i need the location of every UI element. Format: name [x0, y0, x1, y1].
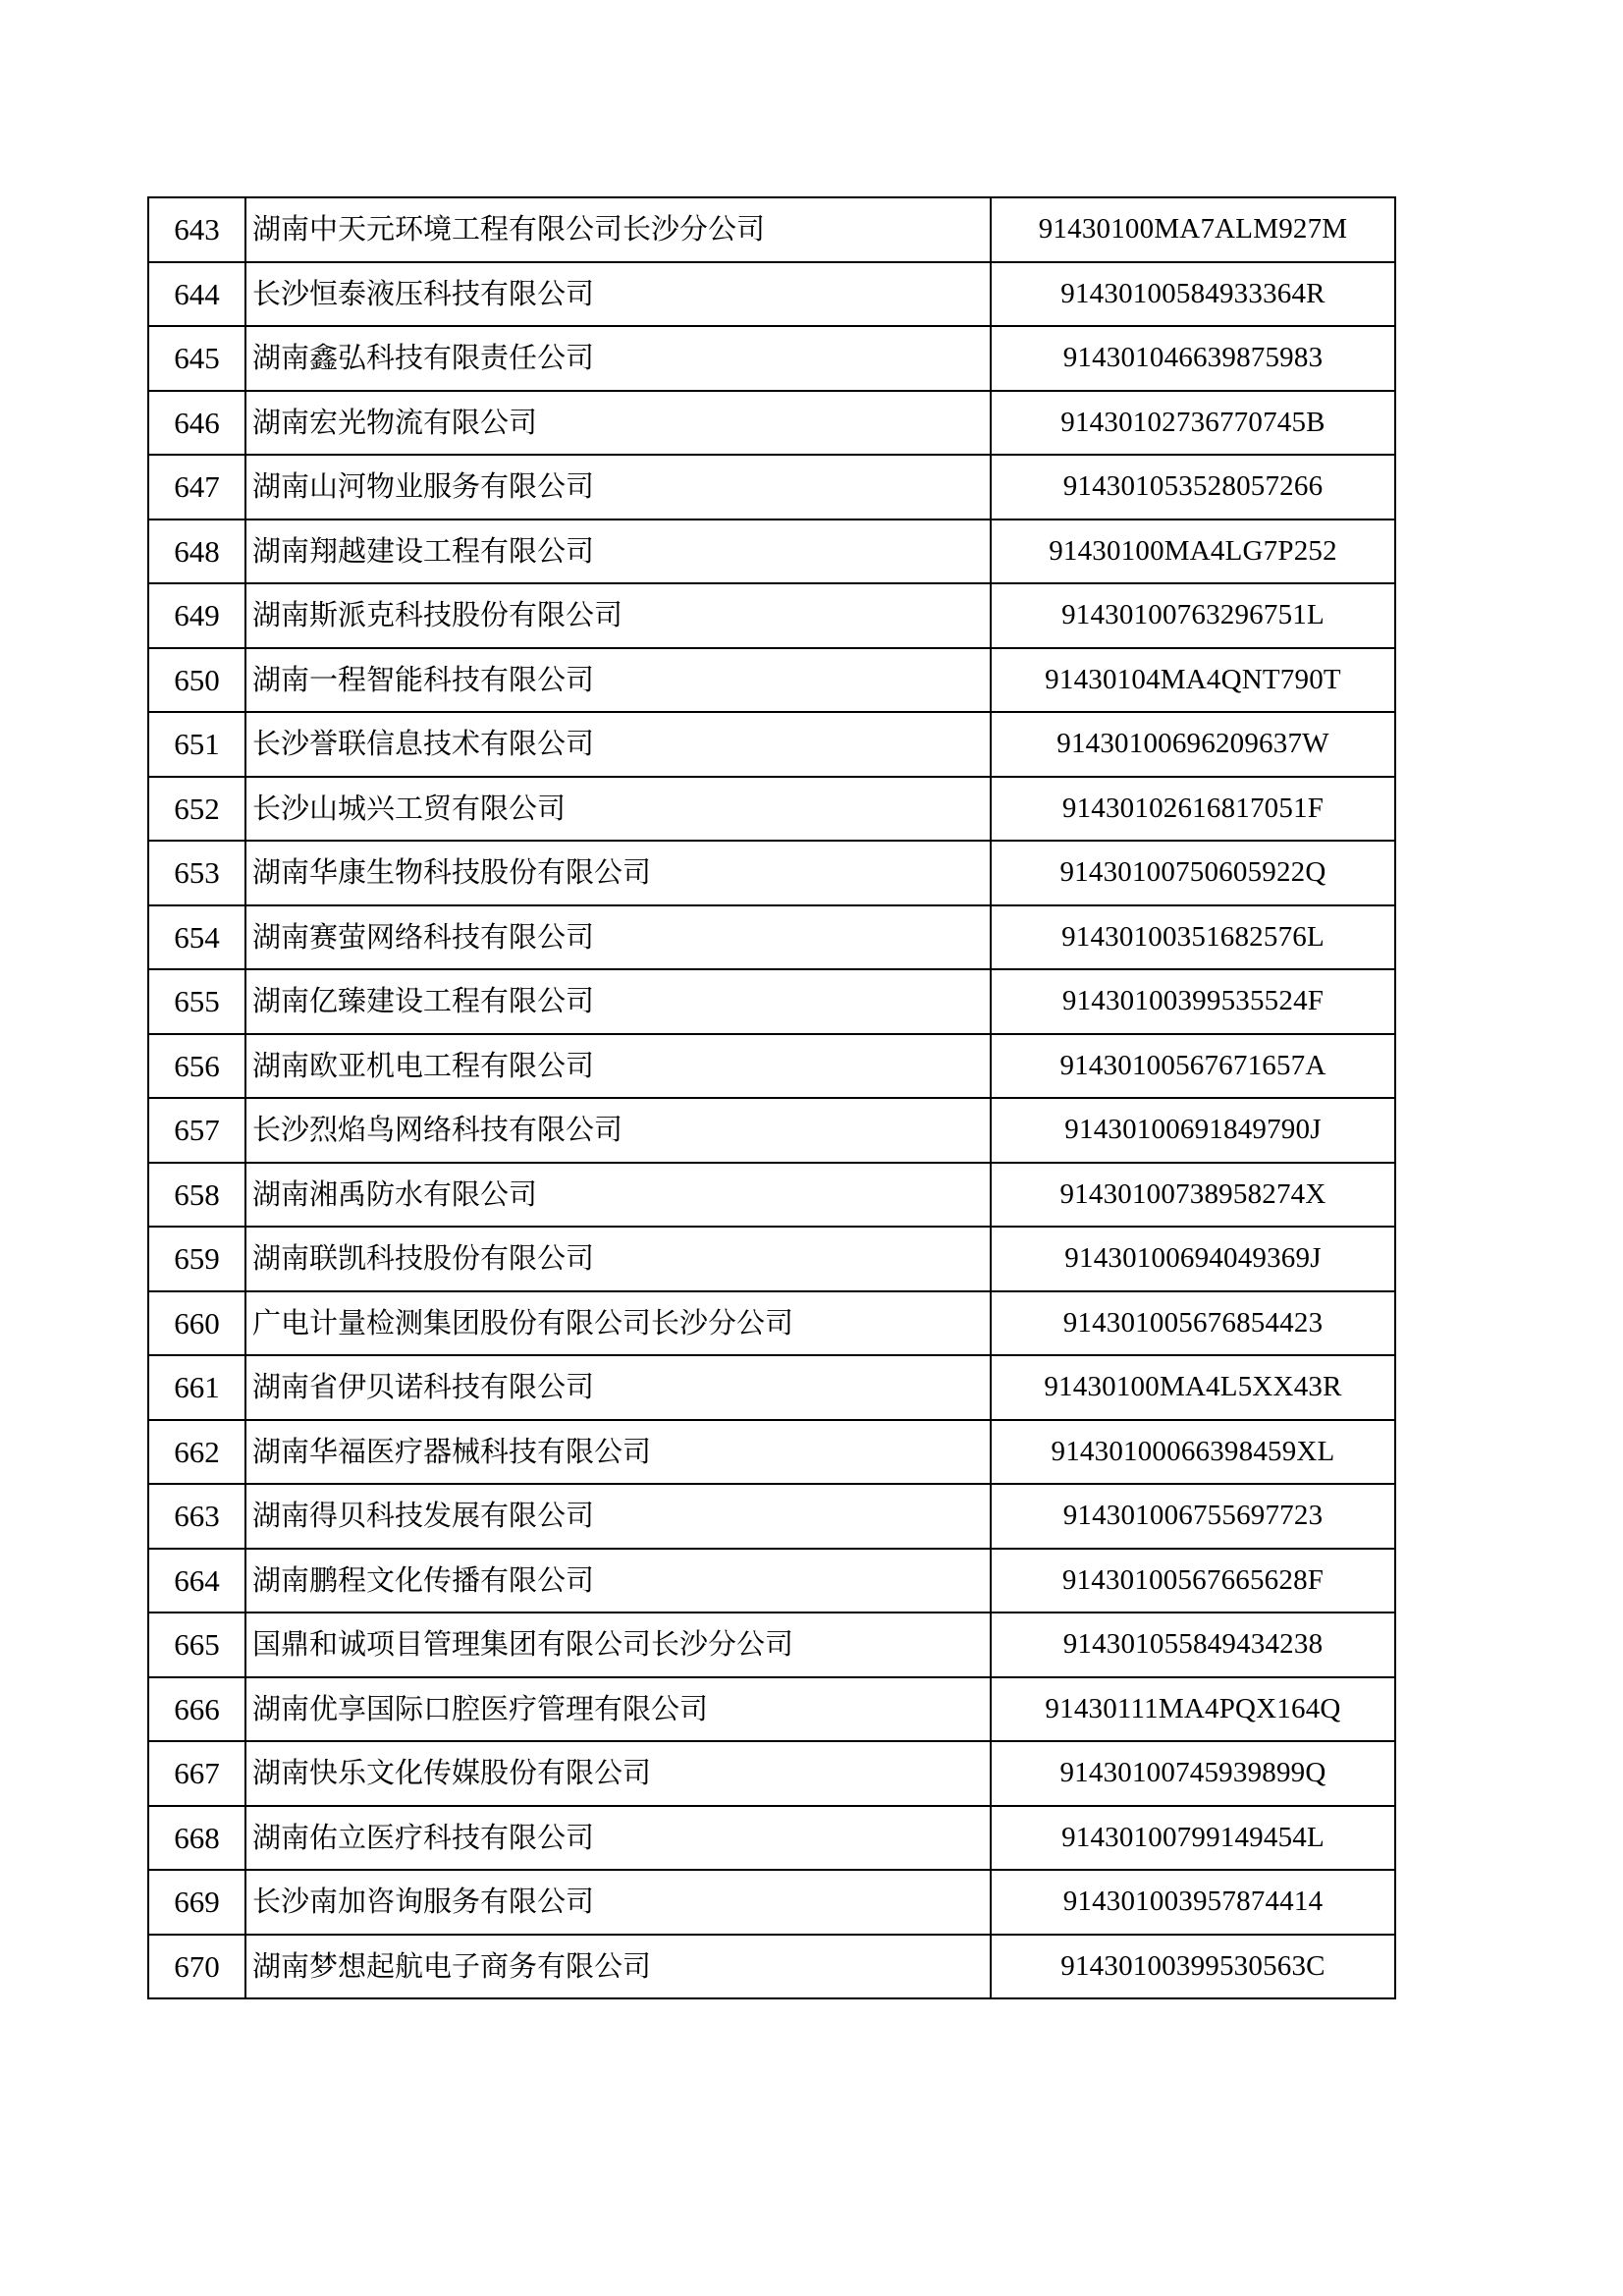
company-name: 湖南中天元环境工程有限公司长沙分公司	[245, 197, 991, 262]
table-row	[148, 841, 1395, 905]
company-name: 湖南斯派克科技股份有限公司	[245, 583, 991, 648]
table-row	[148, 1549, 1395, 1613]
credit-code: 91430102616817051F	[991, 777, 1395, 842]
row-number: 660	[148, 1291, 245, 1356]
credit-code: 91430100799149454L	[991, 1806, 1395, 1871]
row-number: 645	[148, 326, 245, 391]
company-name: 湖南鹏程文化传播有限公司	[245, 1549, 991, 1613]
credit-code: 914301046639875983	[991, 326, 1395, 391]
table-row	[148, 905, 1395, 970]
company-name: 湖南华福医疗器械科技有限公司	[245, 1420, 991, 1485]
company-name: 国鼎和诚项目管理集团有限公司长沙分公司	[245, 1613, 991, 1677]
table-row	[148, 1420, 1395, 1485]
company-name: 湖南亿臻建设工程有限公司	[245, 969, 991, 1034]
company-name: 湖南快乐文化传媒股份有限公司	[245, 1741, 991, 1806]
company-name: 湖南得贝科技发展有限公司	[245, 1484, 991, 1549]
company-name: 湖南鑫弘科技有限责任公司	[245, 326, 991, 391]
company-table-body	[148, 197, 1395, 1998]
credit-code: 91430100696209637W	[991, 712, 1395, 777]
company-name: 湖南联凯科技股份有限公司	[245, 1227, 991, 1291]
company-name: 湖南欧亚机电工程有限公司	[245, 1034, 991, 1099]
row-number: 657	[148, 1098, 245, 1163]
company-name: 湖南赛萤网络科技有限公司	[245, 905, 991, 970]
company-name: 长沙山城兴工贸有限公司	[245, 777, 991, 842]
table-row	[148, 391, 1395, 456]
row-number: 658	[148, 1163, 245, 1228]
credit-code: 91430100763296751L	[991, 583, 1395, 648]
company-name: 湖南佑立医疗科技有限公司	[245, 1806, 991, 1871]
row-number: 663	[148, 1484, 245, 1549]
row-number: 650	[148, 648, 245, 713]
row-number: 649	[148, 583, 245, 648]
table-row	[148, 648, 1395, 713]
company-table	[147, 196, 1396, 1999]
table-row	[148, 1613, 1395, 1677]
company-name: 长沙恒泰液压科技有限公司	[245, 262, 991, 327]
row-number: 648	[148, 519, 245, 584]
credit-code: 914301005676854423	[991, 1291, 1395, 1356]
company-name: 湖南省伊贝诺科技有限公司	[245, 1355, 991, 1420]
row-number: 656	[148, 1034, 245, 1099]
row-number: 654	[148, 905, 245, 970]
credit-code: 91430100MA4LG7P252	[991, 519, 1395, 584]
credit-code: 91430111MA4PQX164Q	[991, 1677, 1395, 1742]
credit-code: 914301003957874414	[991, 1870, 1395, 1935]
table-row	[148, 455, 1395, 519]
table-row	[148, 1935, 1395, 1999]
table-row	[148, 326, 1395, 391]
company-name: 湖南湘禹防水有限公司	[245, 1163, 991, 1228]
company-name: 湖南梦想起航电子商务有限公司	[245, 1935, 991, 1999]
company-name: 湖南华康生物科技股份有限公司	[245, 841, 991, 905]
table-row	[148, 1741, 1395, 1806]
row-number: 652	[148, 777, 245, 842]
table-row	[148, 262, 1395, 327]
table-row	[148, 1034, 1395, 1099]
company-name: 长沙南加咨询服务有限公司	[245, 1870, 991, 1935]
credit-code: 91430100MA4L5XX43R	[991, 1355, 1395, 1420]
row-number: 662	[148, 1420, 245, 1485]
row-number: 668	[148, 1806, 245, 1871]
row-number: 664	[148, 1549, 245, 1613]
credit-code: 9143010273677074​5B	[991, 391, 1395, 456]
row-number: 651	[148, 712, 245, 777]
row-number: 646	[148, 391, 245, 456]
table-row	[148, 1870, 1395, 1935]
credit-code: 91430100738958274X	[991, 1163, 1395, 1228]
credit-code: 914301006755697723	[991, 1484, 1395, 1549]
row-number: 665	[148, 1613, 245, 1677]
company-name: 湖南优享国际口腔医疗管理有限公司	[245, 1677, 991, 1742]
table-row	[148, 1677, 1395, 1742]
credit-code: 91430100694049369J	[991, 1227, 1395, 1291]
credit-code: 91430100567665628F	[991, 1549, 1395, 1613]
row-number: 661	[148, 1355, 245, 1420]
credit-code: 91430104MA4QNT790T	[991, 648, 1395, 713]
row-number: 655	[148, 969, 245, 1034]
credit-code: 91430100066398459XL	[991, 1420, 1395, 1485]
credit-code: 91430100691849790J	[991, 1098, 1395, 1163]
company-name: 广电计量检测集团股份有限公司长沙分公司	[245, 1291, 991, 1356]
table-row	[148, 197, 1395, 262]
table-row	[148, 1484, 1395, 1549]
table-row	[148, 777, 1395, 842]
credit-code: 914301053528057266	[991, 455, 1395, 519]
table-row	[148, 969, 1395, 1034]
credit-code: 91430100745939899Q	[991, 1741, 1395, 1806]
row-number: 666	[148, 1677, 245, 1742]
company-name: 长沙烈焰鸟网络科技有限公司	[245, 1098, 991, 1163]
company-name: 湖南一程智能科技有限公司	[245, 648, 991, 713]
company-name: 长沙誉联信息技术有限公司	[245, 712, 991, 777]
company-name: 湖南山河物业服务有限公司	[245, 455, 991, 519]
table-row	[148, 583, 1395, 648]
table-row	[148, 519, 1395, 584]
credit-code: 91430100567671657A	[991, 1034, 1395, 1099]
row-number: 659	[148, 1227, 245, 1291]
row-number: 647	[148, 455, 245, 519]
table-row	[148, 1806, 1395, 1871]
credit-code: 91430100MA7ALM927M	[991, 197, 1395, 262]
row-number: 643	[148, 197, 245, 262]
table-row	[148, 1227, 1395, 1291]
row-number: 669	[148, 1870, 245, 1935]
table-row	[148, 1355, 1395, 1420]
table-row	[148, 1163, 1395, 1228]
credit-code: 91430100750605922Q	[991, 841, 1395, 905]
row-number: 644	[148, 262, 245, 327]
table-row	[148, 1291, 1395, 1356]
credit-code: 91430100399530563C	[991, 1935, 1395, 1999]
credit-code: 91430100351682576L	[991, 905, 1395, 970]
table-row	[148, 1098, 1395, 1163]
row-number: 667	[148, 1741, 245, 1806]
table-row	[148, 712, 1395, 777]
row-number: 653	[148, 841, 245, 905]
row-number: 670	[148, 1935, 245, 1999]
credit-code: 91430100584933364R	[991, 262, 1395, 327]
company-name: 湖南翔越建设工程有限公司	[245, 519, 991, 584]
credit-code: 914301055849434238	[991, 1613, 1395, 1677]
company-name: 湖南宏光物流有限公司	[245, 391, 991, 456]
credit-code: 91430100399535524F	[991, 969, 1395, 1034]
